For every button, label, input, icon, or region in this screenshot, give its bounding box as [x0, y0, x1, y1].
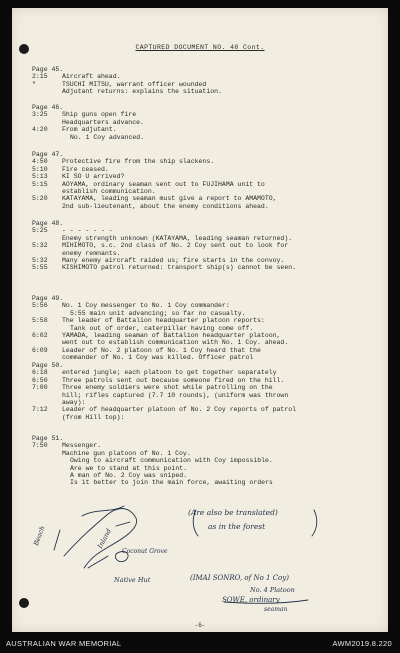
- log-text: No. 1 Coy advanced.: [70, 133, 145, 141]
- log-time: 5:10: [32, 165, 48, 173]
- log-text: The leader of Battalion headquarter platoon reports:: [62, 317, 265, 325]
- log-line: [32, 399, 377, 406]
- log-time: 7:00: [32, 384, 48, 392]
- log-text: A man of No. 2 Coy was sniped.: [70, 471, 188, 479]
- log-line: [32, 465, 377, 472]
- log-text: (from Hill top):: [62, 413, 125, 421]
- log-line: [32, 369, 377, 376]
- log-line: [32, 347, 377, 354]
- log-line: [32, 166, 377, 173]
- log-text: From adjutant.: [62, 126, 117, 134]
- log-text: Enemy strength unknown (KATAYAMA, leading seaman returned).: [62, 234, 293, 242]
- handwritten-translation-note: (Are also be translated): [188, 508, 278, 517]
- log-text: Is it better to join the main force, awaiting orders: [70, 479, 273, 487]
- document-page: [12, 8, 388, 632]
- log-time: 7:12: [32, 406, 48, 414]
- log-text: KATAYAMA, leading seaman must give a report to AMAMOTO,: [62, 195, 277, 203]
- page-entry-block: [32, 362, 377, 421]
- log-line: [32, 332, 377, 339]
- log-text: enemy remnants.: [62, 249, 121, 257]
- page-entry-block: [32, 435, 377, 487]
- sketch-label-grove: Coconut Grove: [122, 548, 168, 555]
- log-text: Leader of headquarter platoon of No. 2 Coy reports of patrol: [62, 406, 297, 414]
- log-text: Protective fire from the ship slackens.: [62, 158, 215, 166]
- log-line: [32, 242, 377, 249]
- log-time: 5:58: [32, 317, 48, 325]
- page-entry-block: [32, 295, 377, 362]
- log-time: 5:32: [32, 256, 48, 264]
- log-text: Tank out of order, caterpillar having come off.: [70, 324, 254, 332]
- log-text: Ship guns open fire: [62, 111, 137, 119]
- log-line: [32, 227, 377, 234]
- log-text: KISHIMOTO patrol returned: transport ship(s) cannot be seen.: [62, 264, 297, 272]
- sketch-label-inland: Inland: [96, 527, 113, 550]
- log-time: 6:50: [32, 376, 48, 384]
- log-text: AOYAMA, ordinary seaman sent out to FUJIHAMA unit to: [62, 180, 265, 188]
- log-line: [32, 479, 377, 486]
- log-time: 6:02: [32, 331, 48, 339]
- log-text: 2nd sub-lieutenant, about the enemy conditions ahead.: [62, 202, 269, 210]
- log-line: [32, 450, 377, 457]
- log-text: Are we to stand at this point.: [70, 464, 188, 472]
- log-time: 5:20: [32, 195, 48, 203]
- log-text: Three patrols sent out because someone fired on the hill.: [62, 376, 285, 384]
- log-time: ": [32, 80, 36, 88]
- log-line: [32, 88, 377, 95]
- log-time: 5:25: [32, 227, 48, 235]
- log-line: [32, 310, 377, 317]
- log-text: Machine gun platoon of No. 1 Coy.: [62, 449, 191, 457]
- log-line: [32, 457, 377, 464]
- archive-credit: AUSTRALIAN WAR MEMORIAL: [6, 639, 122, 648]
- log-text: went out to establish communication with No. 1 Coy. ahead.: [62, 339, 289, 347]
- log-text: Messenger.: [62, 442, 102, 450]
- log-line: [32, 126, 377, 133]
- log-text: 5:55 main unit advancing; so far no casualty.: [70, 309, 246, 317]
- log-text: entered jungle; each platoon to get together separately: [62, 369, 277, 377]
- log-line: [32, 73, 377, 80]
- log-text: KI SO U arrived?: [62, 173, 125, 181]
- handwritten-name-note-4: seaman: [264, 606, 288, 613]
- log-line: [32, 119, 377, 126]
- log-text: TSUCHI MITSU, warrant officer wounded: [62, 80, 207, 88]
- page-entry-label: Page 47.: [32, 151, 64, 158]
- sketch-label-beach: Beach: [32, 524, 47, 547]
- page-entry-label: Page 46.: [32, 104, 64, 111]
- log-line: [32, 384, 377, 391]
- page-entry-block: [32, 104, 377, 141]
- log-line: [32, 302, 377, 309]
- log-text: Leader of No. 2 platoon of No. 1 Coy heard that the: [62, 346, 261, 354]
- archive-reference: AWM2019.8.220: [332, 639, 392, 648]
- log-line: [32, 173, 377, 180]
- log-time: 5:13: [32, 173, 48, 181]
- log-line: [32, 134, 377, 141]
- log-time: 4:50: [32, 158, 48, 166]
- log-text: Three enemy soldiers were shot while patrolling on the: [62, 384, 273, 392]
- log-text: YAMADA, leading seaman of Battalion headquarter platoon,: [62, 331, 281, 339]
- log-text: - - - - - - -: [62, 227, 113, 235]
- log-line: [32, 392, 377, 399]
- punch-hole: [19, 598, 29, 608]
- log-line: [32, 188, 377, 195]
- log-line: [32, 158, 377, 165]
- log-text: Owing to aircraft communication with Coy impossible.: [70, 457, 273, 465]
- page-entry-label: Page 49.: [32, 295, 64, 302]
- log-text: hill; rifles captured (7.7 10 rounds), (uniform was thrown: [62, 391, 289, 399]
- log-time: 2:15: [32, 73, 48, 81]
- page-entry-block: [32, 66, 377, 96]
- log-line: [32, 354, 377, 361]
- log-line: [32, 195, 377, 202]
- log-line: [32, 264, 377, 271]
- log-line: [32, 203, 377, 210]
- log-time: 5:56: [32, 302, 48, 310]
- log-line: [32, 339, 377, 346]
- sketch-label-hut: Native Hut: [114, 576, 151, 584]
- log-text: Headquarters advance.: [62, 118, 144, 126]
- log-text: Fire ceased.: [62, 165, 109, 173]
- log-line: [32, 377, 377, 384]
- page-entry-label: Page 45.: [32, 66, 64, 73]
- log-time: 5:32: [32, 242, 48, 250]
- log-line: [32, 181, 377, 188]
- log-time: 3:25: [32, 111, 48, 119]
- log-time: 6:18: [32, 369, 48, 377]
- log-line: [32, 317, 377, 324]
- log-line: [32, 81, 377, 88]
- handwritten-name-note: (IMAI SONRO, of No 1 Coy): [190, 574, 289, 582]
- log-text: MIHIMOTO, s.c. 2nd class of No. 2 Coy sent out to look for: [62, 242, 289, 250]
- handwritten-name-note-2: No. 4 Platoon: [250, 586, 295, 594]
- page-entry-block: [32, 220, 377, 272]
- document-title: CAPTURED DOCUMENT NO. 48 Cont.: [135, 44, 265, 51]
- log-time: 4:20: [32, 126, 48, 134]
- handwritten-translation-note-2: as in the forest: [208, 522, 266, 531]
- page-number: -6-: [194, 622, 206, 629]
- log-text: Aircraft ahead.: [62, 73, 121, 81]
- log-time: 6:09: [32, 346, 48, 354]
- log-line: [32, 442, 377, 449]
- log-line: [32, 111, 377, 118]
- log-line: [32, 406, 377, 413]
- page-entry-block: [32, 151, 377, 210]
- log-text: Many enemy aircraft raided us; fire starts in the convoy.: [62, 256, 285, 264]
- log-text: Adjutant returns: explains the situation.: [62, 88, 222, 96]
- log-time: 7:50: [32, 442, 48, 450]
- log-text: commander of No. 1 Coy was killed. Officer patrol: [62, 354, 254, 362]
- log-line: [32, 325, 377, 332]
- log-line: [32, 250, 377, 257]
- handwritten-name-note-3: SOWE, ordinary: [222, 596, 280, 604]
- page-entry-label: Page 48.: [32, 220, 64, 227]
- log-text: No. 1 Coy messenger to No. 1 Coy commander:: [62, 302, 230, 310]
- log-line: [32, 414, 377, 421]
- log-line: [32, 235, 377, 242]
- log-text: away):: [62, 398, 86, 406]
- log-line: [32, 472, 377, 479]
- log-time: 5:15: [32, 180, 48, 188]
- log-line: [32, 257, 377, 264]
- page-entry-label: Page 50.: [32, 362, 64, 369]
- page-entry-label: Page 51.: [32, 435, 64, 442]
- log-text: establish communication.: [62, 187, 156, 195]
- log-time: 5:55: [32, 264, 48, 272]
